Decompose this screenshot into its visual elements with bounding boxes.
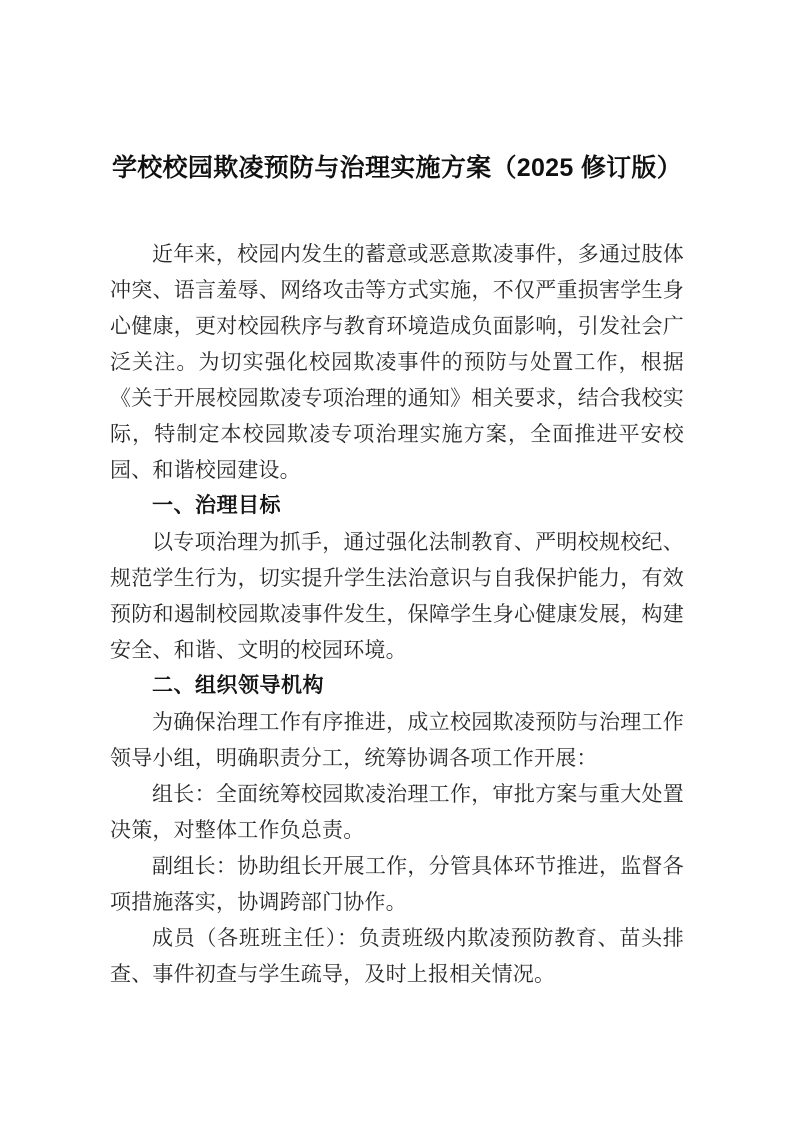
document-body [110,148,684,992]
title-spacer [110,188,684,236]
heading-organization-leadership: 二、组织领导机构 [152,674,324,697]
organization-intro-paragraph: 为确保治理工作有序推进，成立校园欺凌预防与治理工作领导小组，明确职责分工，统筹协调各项工作开展： [110,710,684,770]
role-deputy-leader-paragraph: 副组长：协助组长开展工作，分管具体环节推进，监督各项措施落实，协调跨部门协作。 [110,854,684,914]
role-group-leader-paragraph: 组长：全面统筹校园欺凌治理工作，审批方案与重大处置决策，对整体工作负总责。 [110,782,684,842]
page-title: 学校校园欺凌预防与治理实施方案（2025 修订版） [111,154,683,182]
role-members-paragraph: 成员（各班班主任）：负责班级内欺凌预防教育、苗头排查、事件初查与学生疏导，及时上报相关情况。 [110,926,684,986]
governance-goal-paragraph: 以专项治理为抓手，通过强化法制教育、严明校规校纪、规范学生行为，切实提升学生法治意识与自我保护能力，有效预防和遏制校园欺凌事件发生，保障学生身心健康发展，构建安全、和谐、文明的校园环境。 [110,530,684,662]
intro-paragraph: 近年来，校园内发生的蓄意或恶意欺凌事件，多通过肢体冲突、语言羞辱、网络攻击等方式实施，不仅严重损害学生身心健康，更对校园秩序与教育环境造成负面影响，引发社会广泛关注。为切实强化校园欺凌事件的预防与处置工作，根据《关于开展校园欺凌专项治理的通知》相关要求，结合我校实际，特制定本校园欺凌专项治理实施方案，全面推进平安校园、和谐校园建设。 [110,242,684,482]
heading-governance-goal: 一、治理目标 [152,494,281,517]
